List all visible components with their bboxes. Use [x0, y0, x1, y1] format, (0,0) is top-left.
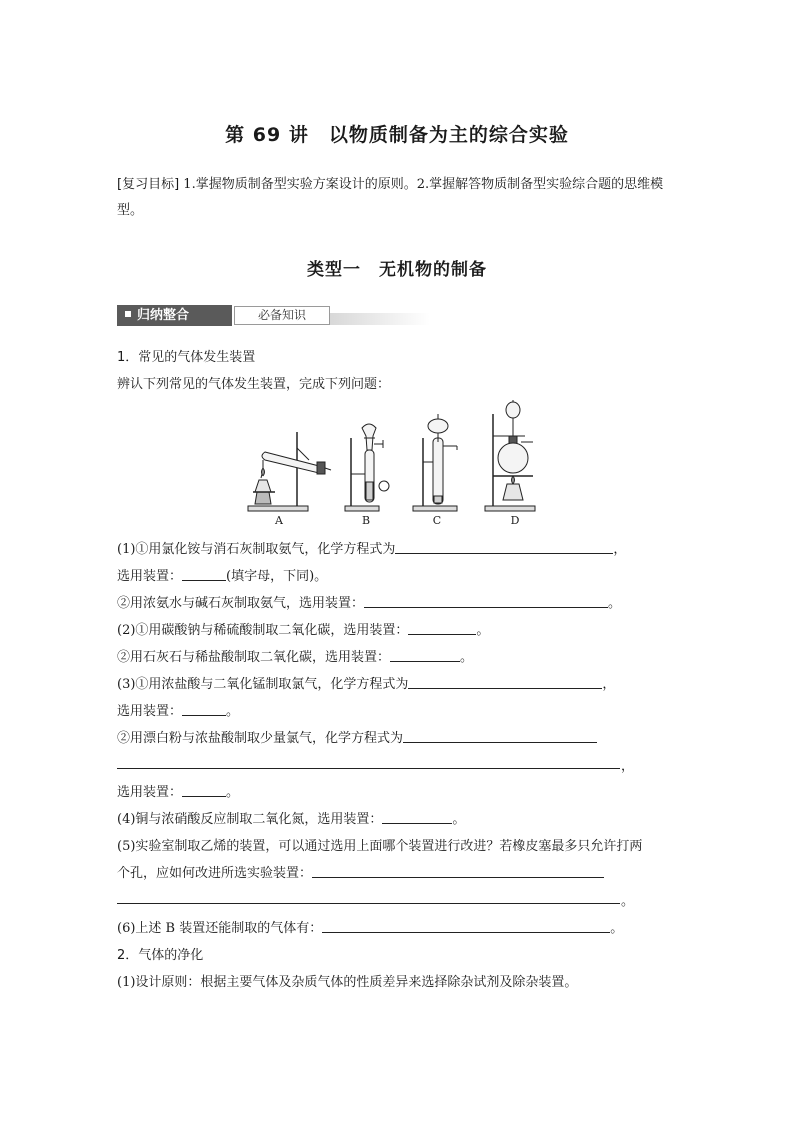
- question-5-line2: [117, 862, 604, 881]
- apparatus-d: [485, 400, 535, 511]
- answer-blank[interactable]: [395, 541, 613, 554]
- q6-text: (6)上述 B 装置还能制取的气体有：: [117, 921, 323, 936]
- question-3b-end: ，: [621, 759, 635, 774]
- apparatus-figure: [245, 400, 545, 528]
- question-2b: [117, 646, 473, 665]
- question-3b-choose: [117, 781, 239, 800]
- question-2a: [117, 619, 489, 638]
- period-text: 。: [460, 650, 474, 665]
- choose-text: 选用装置：: [117, 704, 183, 719]
- answer-blank[interactable]: [408, 676, 602, 689]
- answer-blank[interactable]: [182, 784, 226, 797]
- answer-blank[interactable]: [382, 811, 452, 824]
- answer-blank[interactable]: [312, 865, 604, 878]
- square-bullet-icon: [125, 311, 131, 317]
- review-objectives: [117, 172, 682, 224]
- q2a-text: (2)①用碳酸钠与稀硫酸制取二氧化碳，选用装置：: [117, 623, 409, 638]
- section1-heading: 1．常见的气体发生装置: [117, 350, 256, 365]
- answer-blank[interactable]: [182, 703, 226, 716]
- question-1b: [117, 592, 621, 611]
- question-5-line1: (5)实验室制取乙烯的装置，可以通过选用上面哪个装置进行改进？若橡皮塞最多只允许打两: [117, 839, 643, 854]
- apparatus-b: [345, 424, 389, 511]
- q2b-text: ②用石灰石与稀盐酸制取二氧化碳，选用装置：: [117, 650, 391, 665]
- page-title: 第 69 讲 以物质制备为主的综合实验: [225, 124, 569, 146]
- answer-blank[interactable]: [182, 568, 226, 581]
- answer-blank[interactable]: [403, 730, 597, 743]
- choose-text: 选用装置：: [117, 785, 183, 800]
- answer-blank[interactable]: [322, 920, 610, 933]
- review-tag: [复习目标]: [117, 177, 180, 192]
- choose-text: 选用装置：: [117, 569, 183, 584]
- q1a-end: ，: [613, 542, 627, 557]
- banner-main-label: 归纳整合: [137, 308, 190, 323]
- question-1a: [117, 538, 626, 557]
- label-b: B: [361, 514, 371, 527]
- section2-p1: (1)设计原则：根据主要气体及杂质气体的性质差异来选择除杂试剂及除杂装置。: [117, 975, 578, 990]
- period-text: 。: [608, 596, 622, 611]
- review-text: 1.掌握物质制备型实验方案设计的原则。2.掌握解答物质制备型实验综合题的思维模型。: [117, 177, 664, 218]
- section-banner: [117, 305, 430, 326]
- apparatus-c: [413, 414, 457, 511]
- period-text: 。: [610, 921, 624, 936]
- question-5-end: 。: [621, 894, 635, 909]
- period-text: 。: [476, 623, 490, 638]
- question-3a-choose: [117, 700, 239, 719]
- apparatus-a: [248, 432, 331, 511]
- q5-text: 个孔，应如何改进所选实验装置：: [117, 866, 313, 881]
- label-c: C: [432, 514, 442, 527]
- period-text: 。: [226, 785, 240, 800]
- section-subtitle: 类型一 无机物的制备: [307, 260, 487, 280]
- section2-heading: 2．气体的净化: [117, 948, 204, 963]
- period-text: 。: [226, 704, 240, 719]
- q3a-text: (3)①用浓盐酸与二氧化锰制取氯气，化学方程式为: [117, 677, 409, 692]
- answer-blank[interactable]: [408, 622, 476, 635]
- question-3b: [117, 727, 597, 746]
- hint-text: (填字母，下同)。: [226, 569, 328, 584]
- label-a: A: [275, 514, 283, 527]
- question-3a: [117, 673, 615, 692]
- q4-text: (4)铜与浓硝酸反应制取二氧化氮，选用装置：: [117, 812, 383, 827]
- answer-line[interactable]: [117, 768, 620, 769]
- period-text: 。: [452, 812, 466, 827]
- answer-blank[interactable]: [364, 595, 608, 608]
- q1b-text: ②用浓氨水与碱石灰制取氨气，选用装置：: [117, 596, 365, 611]
- banner-secondary: 必备知识: [234, 306, 330, 325]
- comma-text: ，: [602, 677, 616, 692]
- q3b-text: ②用漂白粉与浓盐酸制取少量氯气，化学方程式为: [117, 731, 404, 746]
- label-d: D: [510, 514, 520, 527]
- question-1a-choose: [117, 565, 327, 584]
- question-6: [117, 917, 623, 936]
- q1a-text: (1)①用氯化铵与消石灰制取氨气，化学方程式为: [117, 542, 396, 557]
- answer-blank[interactable]: [390, 649, 460, 662]
- question-4: [117, 808, 465, 827]
- banner-main: [117, 305, 232, 326]
- section1-intro: 辨认下列常见的气体发生装置，完成下列问题：: [117, 377, 391, 392]
- answer-line[interactable]: [117, 903, 620, 904]
- banner-rule: [330, 313, 430, 325]
